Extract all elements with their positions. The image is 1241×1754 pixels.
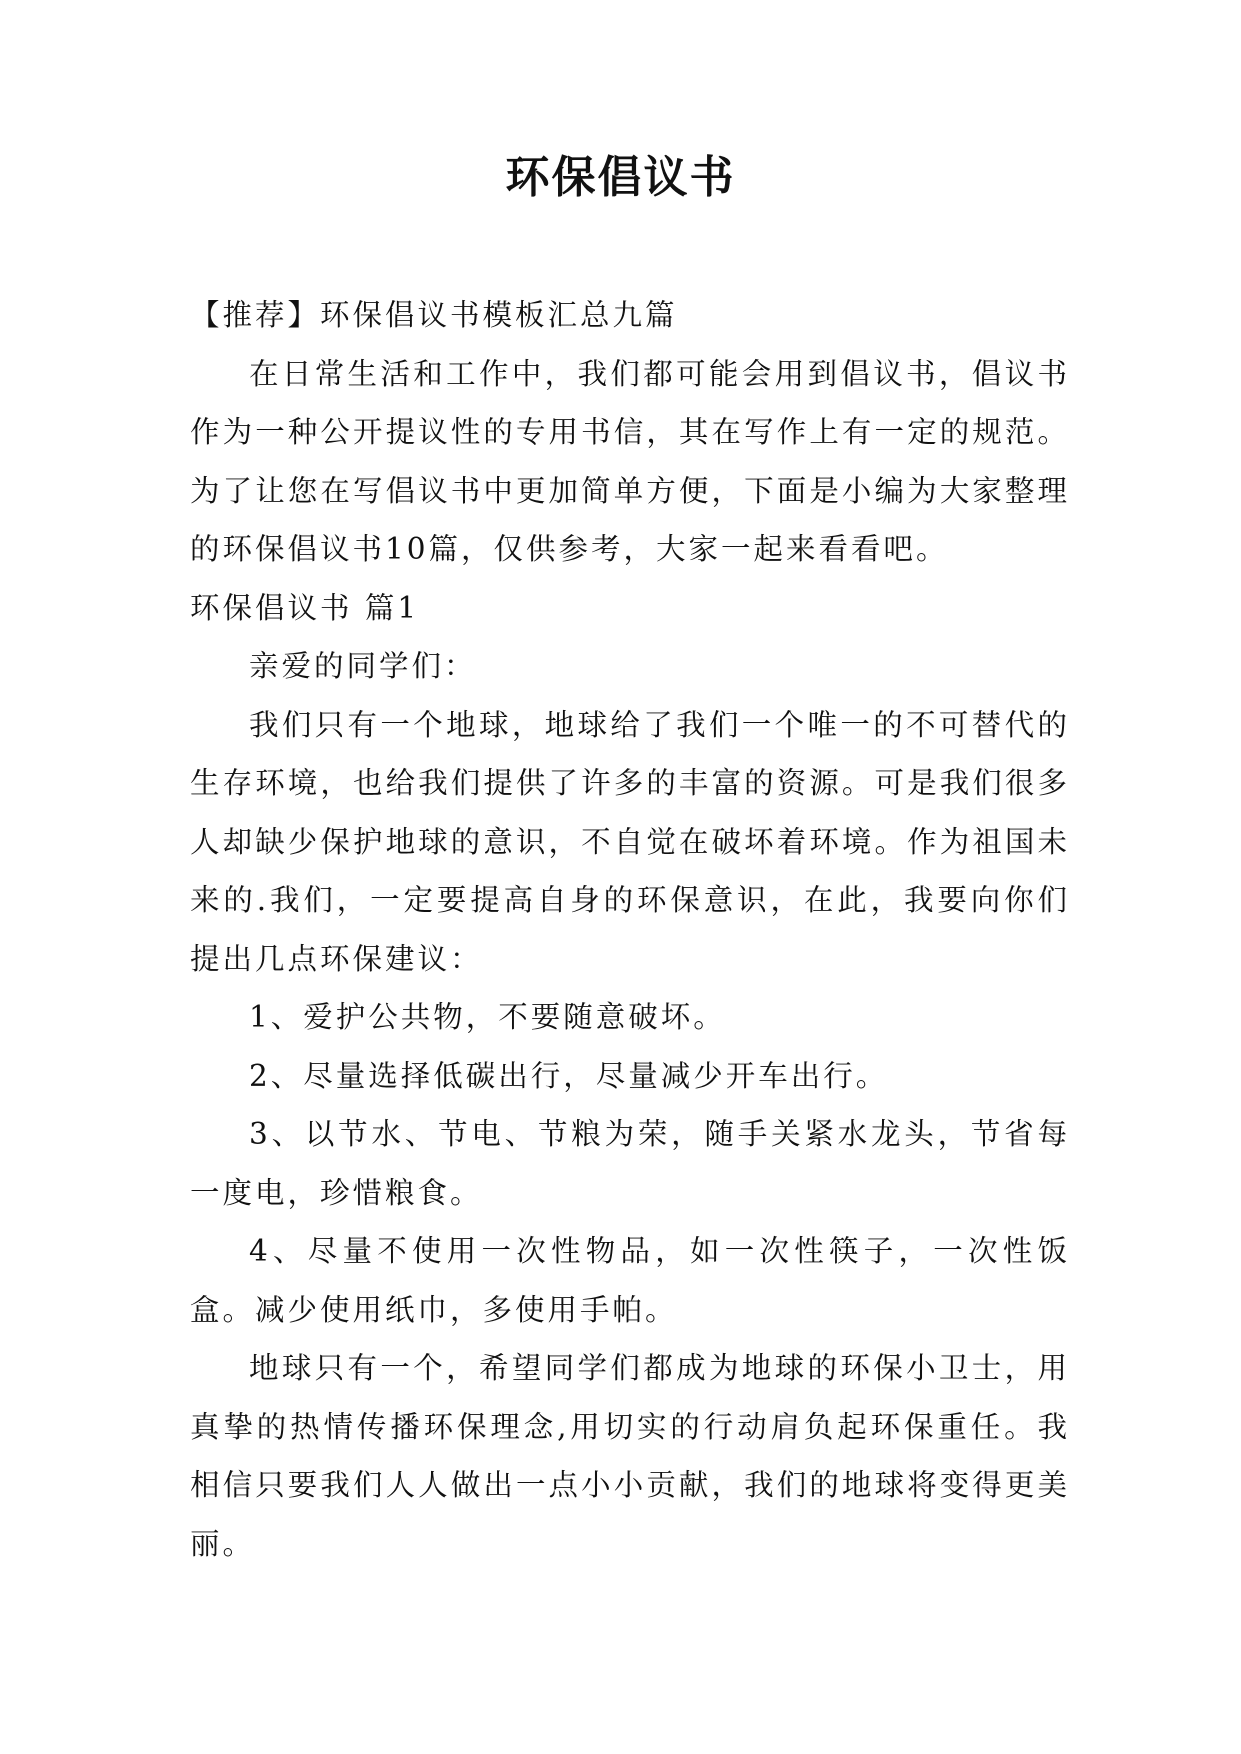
list-item-4: 4、尽量不使用一次性物品，如一次性筷子，一次性饭盒。减少使用纸巾，多使用手帕。 (190, 1234, 1070, 1327)
document-title: 环保倡议书 (505, 152, 736, 203)
body-paragraph: 我们只有一个地球，地球给了我们一个唯一的不可替代的生存环境，也给我们提供了许多的丰富的资源。可是我们很多人却缺少保护地球的意识，不自觉在破坏着环境。作为祖国未来的.我们，一定要提高自身的环保意识，在此，我要向你们提出几点环保建议： (190, 707, 1070, 976)
list-item-1: 1、爱护公共物，不要随意破坏。 (249, 1000, 726, 1034)
list-item-3: 3、以节水、节电、节粮为荣，随手关紧水龙头，节省每一度电，珍惜粮食。 (190, 1117, 1070, 1210)
recommend-heading: 【推荐】环保倡议书模板汇总九篇 (190, 298, 678, 332)
intro-paragraph: 在日常生活和工作中，我们都可能会用到倡议书，倡议书作为一种公开提议性的专用书信，其在写作上有一定的规范。为了让您在写倡议书中更加简单方便，下面是小编为大家整理的环保倡议书10篇，仅供参考，大家一起来看看吧。 (190, 356, 1070, 566)
list-item-2: 2、尽量选择低碳出行，尽量减少开车出行。 (249, 1058, 889, 1093)
section-heading: 环保倡议书 篇1 (190, 590, 420, 625)
document-body (190, 286, 1070, 1573)
salutation: 亲爱的同学们： (249, 649, 477, 683)
closing-paragraph: 地球只有一个，希望同学们都成为地球的环保小卫士，用真挚的热情传播环保理念,用切实的行动肩负起环保重任。我相信只要我们人人做出一点小小贡献，我们的地球将变得更美丽。 (190, 1351, 1070, 1561)
